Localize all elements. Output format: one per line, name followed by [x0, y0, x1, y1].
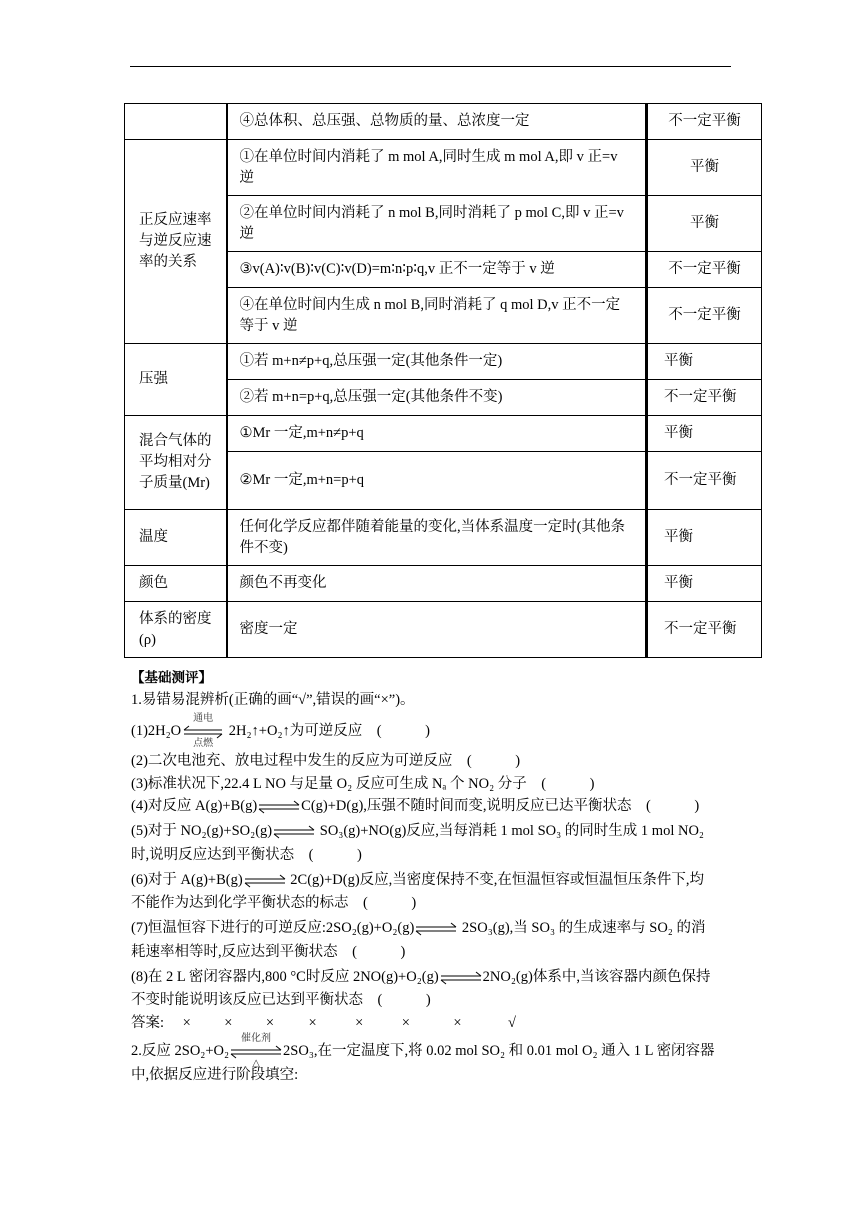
result-cell: 平衡	[647, 510, 762, 566]
answers-line	[131, 1012, 741, 1034]
category-cell: 体系的密度(ρ)	[125, 602, 227, 658]
answer-mark: ×	[224, 1015, 233, 1031]
catalyst-arrow-icon: 催化剂 △	[230, 1045, 282, 1059]
result-cell: 不一定平衡	[647, 602, 762, 658]
content-cell: 颜色不再变化	[227, 566, 647, 602]
result-cell: 平衡	[647, 566, 762, 602]
item-2: (2)二次电池充、放电过程中发生的反应为可逆反应 ( )	[131, 753, 521, 769]
question-2: 2.反应 2SO₂+O₂ 催化剂 △ 2SO₃,在一定温度下,将 0.02 mol SO₂ 和 0.01 mol O₂ 通入 1 L 密闭容器	[131, 1032, 715, 1069]
result-cell: 平衡	[647, 140, 762, 196]
answers-label: 答案:	[131, 1015, 165, 1031]
equilibrium-criteria-table	[124, 103, 762, 658]
reversible-arrow-icon: 通电 点燃	[182, 725, 224, 739]
header-rule	[130, 66, 731, 67]
answer-mark: ×	[355, 1015, 364, 1031]
result-cell: 不一定平衡	[647, 252, 762, 288]
content-cell: ①在单位时间内消耗了 m mol A,同时生成 m mol A,即 v 正=v 逆	[227, 140, 647, 196]
item-7: (7)恒温恒容下进行的可逆反应:2SO₂(g)+O₂(g) 2SO₃(g),当 SO₃ 的生成速率与 SO₂ 的消	[131, 920, 706, 936]
equilibrium-arrow-icon	[244, 874, 286, 888]
item-3: (3)标准状况下,22.4 L NO 与足量 O₂ 反应可生成 Nₐ 个 NO₂ 分子 ( )	[131, 776, 595, 792]
table-row	[125, 510, 762, 566]
table-row	[125, 104, 762, 140]
category-cell: 混合气体的平均相对分子质量(Mr)	[125, 416, 227, 510]
result-cell: 不一定平衡	[647, 104, 762, 140]
content-cell: ②Mr 一定,m+n=p+q	[227, 452, 647, 510]
result-cell: 不一定平衡	[647, 288, 762, 344]
category-cell: 温度	[125, 510, 227, 566]
content-cell: ④在单位时间内生成 n mol B,同时消耗了 q mol D,v 正不一定等于 v 逆	[227, 288, 647, 344]
item-8: (8)在 2 L 密闭容器内,800 °C时反应 2NO(g)+O₂(g) 2NO₂(g)体系中,当该容器内颜色保持	[131, 969, 711, 985]
equilibrium-arrow-icon	[258, 800, 300, 814]
category-cell: 颜色	[125, 566, 227, 602]
content-cell: ②在单位时间内消耗了 n mol B,同时消耗了 p mol C,即 v 正=v 逆	[227, 196, 647, 252]
equilibrium-arrow-icon	[415, 922, 457, 936]
item-1: (1)2H₂O 通电 点燃 2H₂↑+O₂↑为可逆反应 ( )	[131, 712, 430, 749]
item-5: (5)对于 NO₂(g)+SO₂(g) SO₃(g)+NO(g)反应,当每消耗 1 mol SO₃ 的同时生成 1 mol NO₂	[131, 823, 704, 839]
item-7-cont: 耗速率相等时,反应达到平衡状态 ( )	[131, 944, 406, 960]
content-cell: ③v(A)∶v(B)∶v(C)∶v(D)=m∶n∶p∶q,v 正不一定等于 v 逆	[227, 252, 647, 288]
item-8-cont: 不变时能说明该反应已达到平衡状态 ( )	[131, 992, 431, 1008]
table-row	[125, 566, 762, 602]
result-cell: 平衡	[647, 344, 762, 380]
content-cell: ②若 m+n=p+q,总压强一定(其他条件不变)	[227, 380, 647, 416]
answer-mark: ×	[308, 1015, 317, 1031]
content-cell: 任何化学反应都伴随着能量的变化,当体系温度一定时(其他条件不变)	[227, 510, 647, 566]
result-cell: 平衡	[647, 416, 762, 452]
item-6: (6)对于 A(g)+B(g) 2C(g)+D(g)反应,当密度保持不变,在恒温恒容或恒温恒压条件下,均	[131, 872, 705, 888]
table-row	[125, 416, 762, 452]
question-1-title: 1.易错易混辨析(正确的画“√”,错误的画“×”)。	[131, 692, 415, 708]
item-4: (4)对反应 A(g)+B(g) C(g)+D(g),压强不随时间而变,说明反应已达平衡状态 ( )	[131, 798, 700, 814]
content-cell: ①Mr 一定,m+n≠p+q	[227, 416, 647, 452]
content-cell: ④总体积、总压强、总物质的量、总浓度一定	[227, 104, 647, 140]
item-5-cont: 时,说明反应达到平衡状态 ( )	[131, 847, 362, 863]
table-row	[125, 140, 762, 196]
answer-mark: ×	[265, 1015, 274, 1031]
answer-mark: ×	[453, 1015, 462, 1031]
content-cell: 密度一定	[227, 602, 647, 658]
result-cell: 不一定平衡	[647, 380, 762, 416]
table-row	[125, 602, 762, 658]
section-title: 【基础测评】	[131, 670, 212, 686]
answer-mark: √	[508, 1015, 517, 1031]
category-cell	[125, 104, 227, 140]
content-cell: ①若 m+n≠p+q,总压强一定(其他条件一定)	[227, 344, 647, 380]
category-cell: 正反应速率与逆反应速率的关系	[125, 140, 227, 344]
result-cell: 不一定平衡	[647, 452, 762, 510]
result-cell: 平衡	[647, 196, 762, 252]
item-6-cont: 不能作为达到化学平衡状态的标志 ( )	[131, 895, 417, 911]
question-2-cont: 中,依据反应进行阶段填空:	[131, 1067, 299, 1083]
equilibrium-arrow-icon	[273, 825, 315, 839]
category-cell: 压强	[125, 344, 227, 416]
table-row	[125, 344, 762, 380]
equilibrium-arrow-icon	[440, 971, 482, 985]
answer-mark: ×	[182, 1015, 191, 1031]
answer-mark: ×	[401, 1015, 410, 1031]
